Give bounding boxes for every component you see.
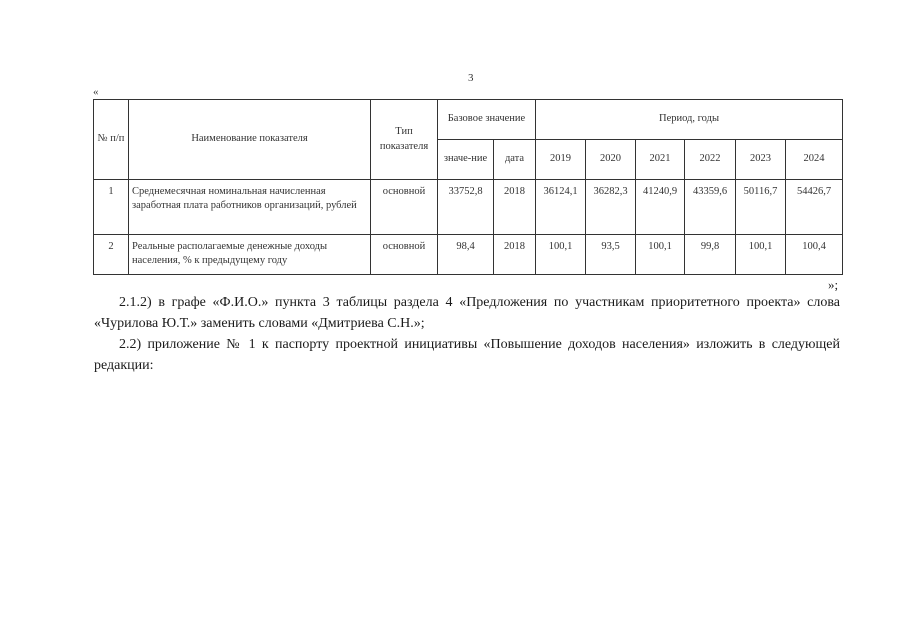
header-base-value: значе-ние [438, 140, 494, 180]
header-year: 2022 [685, 140, 736, 180]
row-base-date: 2018 [494, 180, 536, 235]
header-year: 2023 [736, 140, 786, 180]
row-base-value: 98,4 [438, 235, 494, 275]
row-value: 100,1 [536, 235, 586, 275]
row-value: 93,5 [586, 235, 636, 275]
table-row [94, 180, 843, 235]
row-value: 99,8 [685, 235, 736, 275]
header-type: Тип показателя [371, 100, 438, 180]
header-name: Наименование показателя [129, 100, 371, 180]
row-type: основной [371, 180, 438, 235]
row-value: 100,1 [736, 235, 786, 275]
header-base-date: дата [494, 140, 536, 180]
row-type: основной [371, 235, 438, 275]
row-name: Реальные располагаемые денежные доходы населения, % к предыдущему году [129, 235, 371, 275]
header-year: 2024 [786, 140, 843, 180]
row-value: 41240,9 [636, 180, 685, 235]
row-base-value: 33752,8 [438, 180, 494, 235]
paragraph-2-2: 2.2) приложение № 1 к паспорту проектной инициативы «Повышение доходов населения» изложить в следующей редакции: [94, 337, 840, 373]
row-value: 50116,7 [736, 180, 786, 235]
header-base: Базовое значение [438, 100, 536, 140]
row-value: 100,1 [636, 235, 685, 275]
indicators-table [93, 99, 843, 275]
row-num: 2 [94, 235, 129, 275]
header-period: Период, годы [536, 100, 843, 140]
opening-quote: « [93, 86, 99, 98]
row-value: 36282,3 [586, 180, 636, 235]
paragraph-2-1-2: 2.1.2) в графе «Ф.И.О.» пункта 3 таблицы раздела 4 «Предложения по участникам приоритетного проекта» слова «Чурилова Ю.Т.» заменить словами «Дмитриева С.Н.»; [94, 295, 840, 331]
header-year: 2021 [636, 140, 685, 180]
table-row [94, 235, 843, 275]
header-num: № п/п [94, 100, 129, 180]
row-base-date: 2018 [494, 235, 536, 275]
closing-quote: »; [828, 277, 839, 292]
row-value: 54426,7 [786, 180, 843, 235]
row-name: Среднемесячная номинальная начисленная заработная плата работников организаций, рублей [129, 180, 371, 235]
row-value: 36124,1 [536, 180, 586, 235]
page-number: 3 [468, 72, 474, 84]
row-value: 100,4 [786, 235, 843, 275]
row-value: 43359,6 [685, 180, 736, 235]
header-year: 2020 [586, 140, 636, 180]
header-year: 2019 [536, 140, 586, 180]
row-num: 1 [94, 180, 129, 235]
